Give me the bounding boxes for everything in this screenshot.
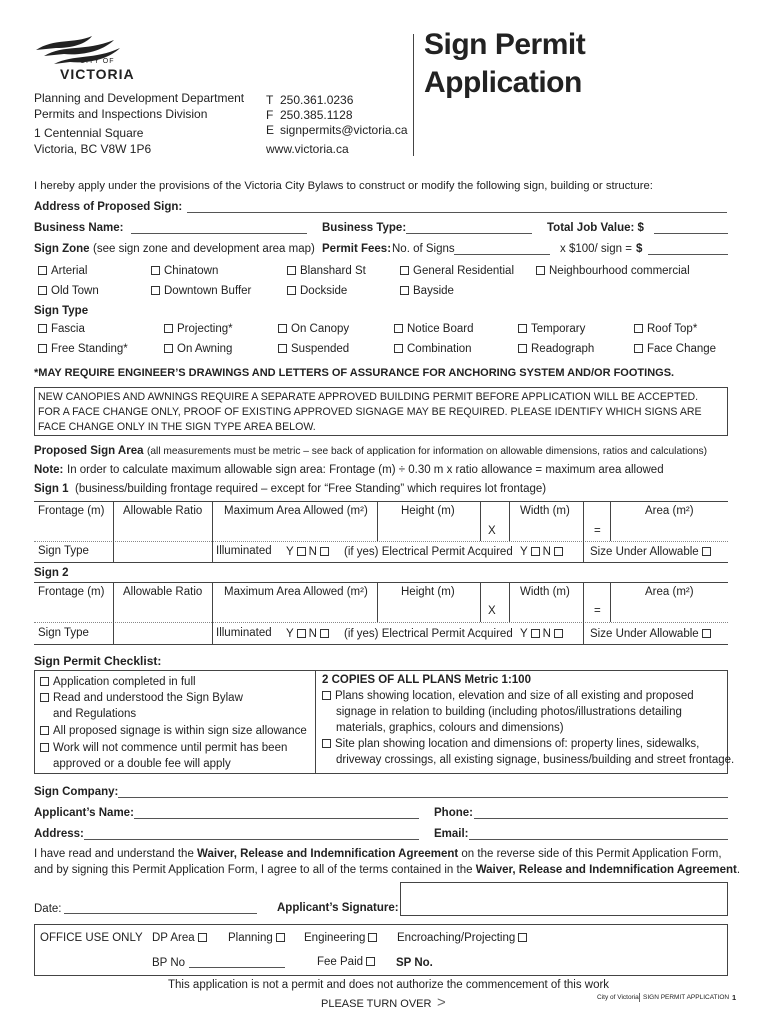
engineering-option[interactable] <box>304 932 380 944</box>
zone-label: Blanshard St <box>300 265 366 277</box>
form-title-line2: Application <box>424 66 582 99</box>
division-name: Permits and Inspections Division <box>34 107 208 121</box>
checklist-text: All proposed signage is within sign size allowance <box>53 725 307 737</box>
sign-type-heading: Sign Type <box>34 305 89 317</box>
email-link[interactable]: signpermits@victoria.ca <box>280 123 408 137</box>
fax-value: 250.385.1128 <box>280 108 353 122</box>
business-type-input[interactable] <box>406 233 532 234</box>
sign-type-cell: Sign Type <box>38 627 89 639</box>
total-job-input[interactable] <box>654 233 728 234</box>
col-area: Area (m²) <box>645 505 694 517</box>
zone-label: General Residential <box>413 265 515 277</box>
encroaching-option[interactable] <box>397 932 530 944</box>
no-of-signs-label: No. of Signs <box>392 243 455 255</box>
checklist-text: signage in relation to building (including photos/illustrations detailing <box>336 706 682 718</box>
bp-no-label: BP No <box>152 957 186 969</box>
checkbox-icon[interactable] <box>531 547 540 556</box>
checkbox-icon[interactable] <box>287 286 296 295</box>
checkbox-icon[interactable] <box>151 266 160 275</box>
checkbox-icon[interactable] <box>38 344 47 353</box>
checklist-item[interactable] <box>40 692 243 704</box>
sp-no-label: SP No. <box>396 957 433 969</box>
checklist-text: Application completed in full <box>53 676 196 688</box>
checkbox-icon[interactable] <box>297 629 306 638</box>
sign-type-option[interactable] <box>38 343 128 355</box>
per-sign-label: x $100/ sign = <box>560 243 632 255</box>
sign-type-label: Free Standing* <box>51 343 128 355</box>
applicant-address-input[interactable] <box>84 839 419 840</box>
checkbox-icon[interactable] <box>151 286 160 295</box>
checklist-text: Site plan showing location and dimensions of: property lines, sidewalks, <box>335 738 700 750</box>
waiver-agreement-name: Waiver, Release and Indemnification Agreement <box>475 864 737 876</box>
dollar-sign: $ <box>636 243 643 255</box>
footer-city: City of Victoria <box>597 994 639 1001</box>
checkbox-icon[interactable] <box>40 693 49 702</box>
waiver-text: and by signing this Permit Application Form, I agree to all of the terms contained in the <box>34 864 476 876</box>
email-field-label: Email: <box>434 828 469 840</box>
fee-paid-label: Fee Paid <box>317 956 364 968</box>
col-width: Width (m) <box>520 505 570 517</box>
permit-fees-label: Permit Fees: <box>322 243 392 255</box>
zone-option[interactable] <box>287 285 347 297</box>
sign-type-option[interactable] <box>634 323 697 335</box>
sign-type-label: Fascia <box>51 323 85 335</box>
header-divider <box>413 34 414 156</box>
zone-option[interactable] <box>151 285 251 297</box>
address-field-label: Address: <box>34 828 84 840</box>
checkbox-icon[interactable] <box>322 691 331 700</box>
zone-option[interactable] <box>536 265 690 277</box>
notice-line: NEW CANOPIES AND AWNINGS REQUIRE A SEPARATE APPROVED BUILDING PERMIT BEFORE APPLICATION WILL BE ACCEPTED. <box>38 391 699 403</box>
equals-sign: = <box>594 525 601 537</box>
street-address: 1 Centennial Square <box>34 126 144 140</box>
dept-name: Planning and Development Department <box>34 91 245 105</box>
plans-title: 2 COPIES OF ALL PLANS Metric 1:100 <box>322 674 531 686</box>
yes-label: Y <box>286 546 294 558</box>
checkbox-icon[interactable] <box>702 629 711 638</box>
no-label: N <box>308 546 317 558</box>
waiver-agreement-name: Waiver, Release and Indemnification Agreement <box>197 848 459 860</box>
fax-label: F <box>266 108 274 122</box>
checkbox-icon[interactable] <box>320 629 329 638</box>
checklist-item[interactable] <box>40 742 287 754</box>
yes-label: Y <box>286 628 294 640</box>
address-input[interactable] <box>187 212 727 213</box>
yes-label: Y <box>520 628 528 640</box>
size-under-label: Size Under Allowable <box>590 628 699 640</box>
page-number: 1 <box>732 993 737 1002</box>
fee-paid-option[interactable] <box>317 956 378 968</box>
sign-type-label: On Canopy <box>291 323 350 335</box>
col-ratio: Allowable Ratio <box>123 586 203 598</box>
col-area: Area (m²) <box>645 586 694 598</box>
col-height: Height (m) <box>401 505 455 517</box>
notice-line: FACE CHANGE ONLY IN THE SIGN TYPE AREA BELOW. <box>38 421 316 433</box>
electrical-label: (if yes) Electrical Permit Acquired <box>344 546 513 558</box>
chevron-right-icon: > <box>437 994 446 1011</box>
zone-label: Bayside <box>413 285 454 297</box>
sign-type-option[interactable] <box>278 323 349 335</box>
checkbox-icon[interactable] <box>278 324 287 333</box>
col-frontage: Frontage (m) <box>38 505 105 517</box>
sign-type-label: On Awning <box>177 343 233 355</box>
sign-zone-label: Sign Zone <box>34 243 90 255</box>
waiver-line-2 <box>34 864 740 876</box>
sign-company-input[interactable] <box>118 797 728 798</box>
size-under-option[interactable] <box>590 628 714 640</box>
sign-type-label: Combination <box>407 343 472 355</box>
checklist-item[interactable] <box>40 725 307 737</box>
sign-company-label: Sign Company: <box>34 786 119 798</box>
address-label: Address of Proposed Sign: <box>34 201 183 213</box>
bp-no-input[interactable] <box>189 967 285 968</box>
turn-over-label: PLEASE TURN OVER <box>321 998 432 1010</box>
electrical-label: (if yes) Electrical Permit Acquired <box>344 628 513 640</box>
checkbox-icon[interactable] <box>366 957 375 966</box>
zone-option[interactable] <box>400 265 514 277</box>
total-job-label: Total Job Value: $ <box>547 222 644 234</box>
electrical-yes-no[interactable] <box>520 628 566 640</box>
checkbox-icon[interactable] <box>287 266 296 275</box>
checkbox-icon[interactable] <box>164 324 173 333</box>
checklist-text: Read and understood the Sign Bylaw <box>53 692 243 704</box>
email-input[interactable] <box>469 839 728 840</box>
sign-type-label: Temporary <box>531 323 586 335</box>
illuminated-label: Illuminated <box>216 627 272 639</box>
illuminated-yes-no[interactable] <box>286 546 332 558</box>
sign1-note: (business/building frontage required – except for “Free Standing” which requires lot frontage) <box>75 483 547 495</box>
electrical-yes-no[interactable] <box>520 546 566 558</box>
zone-option[interactable] <box>38 285 99 297</box>
footer-divider <box>639 993 640 1002</box>
email-label: E <box>266 123 275 137</box>
zone-label: Chinatown <box>164 265 219 277</box>
applicant-name-label: Applicant’s Name: <box>34 807 134 819</box>
sign-type-option[interactable] <box>518 343 594 355</box>
checkbox-icon[interactable] <box>536 266 545 275</box>
waiver-text: . <box>736 864 741 876</box>
checkbox-icon[interactable] <box>518 933 527 942</box>
checkbox-icon[interactable] <box>394 324 403 333</box>
form-title-line1: Sign Permit <box>424 28 586 61</box>
sign-type-label: Suspended <box>291 343 350 355</box>
col-height: Height (m) <box>401 586 455 598</box>
disclaimer: This application is not a permit and does not authorize the commencement of this work <box>168 979 610 991</box>
sign-type-label: Face Change <box>647 343 717 355</box>
checkbox-icon[interactable] <box>276 933 285 942</box>
sign-type-option[interactable] <box>38 323 85 335</box>
date-label: Date: <box>34 903 62 915</box>
checkbox-icon[interactable] <box>40 743 49 752</box>
business-type-label: Business Type: <box>322 222 407 234</box>
times-sign: X <box>488 525 496 537</box>
checklist-item[interactable] <box>40 676 196 688</box>
phone-value: 250.361.0236 <box>280 93 354 107</box>
zone-option[interactable] <box>400 285 454 297</box>
zone-label: Downtown Buffer <box>164 285 252 297</box>
sign-type-option[interactable] <box>278 343 349 355</box>
checkbox-icon[interactable] <box>400 286 409 295</box>
dp-area-option[interactable] <box>152 932 210 944</box>
checkbox-icon[interactable] <box>278 344 287 353</box>
note-text: In order to calculate maximum allowable sign area: Frontage (m) ÷ 0.30 m x ratio allowance = maximum area allowed <box>67 464 664 476</box>
col-max-area: Maximum Area Allowed (m²) <box>224 505 368 517</box>
signature-label: Applicant’s Signature: <box>277 902 399 914</box>
yes-label: Y <box>520 546 528 558</box>
zone-label: Dockside <box>300 285 348 297</box>
sign-type-option[interactable] <box>164 323 233 335</box>
business-name-label: Business Name: <box>34 222 124 234</box>
intro-text: I hereby apply under the provisions of the Victoria City Bylaws to construct or modify the following sign, building or structure: <box>34 180 653 192</box>
checkbox-icon[interactable] <box>394 344 403 353</box>
size-under-option[interactable] <box>590 546 714 558</box>
sign-type-cell: Sign Type <box>38 545 89 557</box>
phone-label: T <box>266 93 274 107</box>
footer-form-name: SIGN PERMIT APPLICATION <box>643 994 730 1001</box>
note-label: Note: <box>34 464 64 476</box>
planning-label: Planning <box>228 932 273 944</box>
checklist-text: driveway crossings, all existing signage, business/building and street frontage. <box>336 754 735 766</box>
checkbox-icon[interactable] <box>634 344 643 353</box>
website-link[interactable]: www.victoria.ca <box>266 142 349 156</box>
proposed-area-label: Proposed Sign Area <box>34 445 144 457</box>
zone-label: Neighbourhood commercial <box>549 265 690 277</box>
sign-type-label: Readograph <box>531 343 595 355</box>
checkbox-icon[interactable] <box>702 547 711 556</box>
checkbox-icon[interactable] <box>368 933 377 942</box>
checkbox-icon[interactable] <box>38 266 47 275</box>
checkbox-icon[interactable] <box>554 629 563 638</box>
checkbox-icon[interactable] <box>164 344 173 353</box>
checkbox-icon[interactable] <box>198 933 207 942</box>
dp-area-label: DP Area <box>152 932 195 944</box>
sign-type-option[interactable] <box>164 343 232 355</box>
checklist-text: Work will not commence until permit has been <box>53 742 288 754</box>
checklist-text: approved or a double fee will apply <box>53 758 231 770</box>
phone-field-label: Phone: <box>434 807 473 819</box>
waiver-text: I have read and understand the <box>34 848 198 860</box>
zone-option[interactable] <box>151 265 218 277</box>
checkbox-icon[interactable] <box>38 324 47 333</box>
checklist-text: Plans showing location, elevation and size of all existing and proposed <box>335 690 694 702</box>
col-ratio: Allowable Ratio <box>123 505 203 517</box>
no-label: N <box>542 628 551 640</box>
phone-input[interactable] <box>474 818 728 819</box>
sign-type-option[interactable] <box>634 343 716 355</box>
sign-type-option[interactable] <box>394 343 472 355</box>
equals-sign: = <box>594 605 601 617</box>
applicant-name-input[interactable] <box>134 818 419 819</box>
zone-label: Old Town <box>51 285 99 297</box>
logo-city-of: CITY OF <box>80 58 115 65</box>
sign-type-label: Roof Top* <box>647 323 698 335</box>
checkbox-icon[interactable] <box>320 547 329 556</box>
checkbox-icon[interactable] <box>554 547 563 556</box>
permit-fee-total-input[interactable] <box>648 254 728 255</box>
city-logo <box>34 34 134 84</box>
signature-field[interactable] <box>400 882 728 916</box>
sign-type-label: Notice Board <box>407 323 474 335</box>
checklist-item[interactable] <box>322 690 694 702</box>
checklist-text: materials, graphics, colours and dimensions) <box>336 722 564 734</box>
checkbox-icon[interactable] <box>518 344 527 353</box>
zone-option[interactable] <box>287 265 366 277</box>
proposed-area-note: (all measurements must be metric – see back of application for information on allowable dimensions, ratios and calculations) <box>147 446 708 457</box>
no-label: N <box>308 628 317 640</box>
col-max-area: Maximum Area Allowed (m²) <box>224 586 368 598</box>
no-label: N <box>542 546 551 558</box>
waiver-line-1 <box>34 848 722 860</box>
waiver-text: on the reverse side of this Permit Application Form, <box>458 848 722 860</box>
checkbox-icon[interactable] <box>38 286 47 295</box>
zone-option[interactable] <box>38 265 87 277</box>
checkbox-icon[interactable] <box>531 629 540 638</box>
col-width: Width (m) <box>520 586 570 598</box>
encroaching-label: Encroaching/Projecting <box>397 932 516 944</box>
checkbox-icon[interactable] <box>297 547 306 556</box>
sign1-label: Sign 1 <box>34 483 69 495</box>
times-sign: X <box>488 605 496 617</box>
checkbox-icon[interactable] <box>40 677 49 686</box>
engineering-label: Engineering <box>304 932 366 944</box>
sign-type-option[interactable] <box>518 323 585 335</box>
checklist-text: and Regulations <box>53 708 137 720</box>
checkbox-icon[interactable] <box>400 266 409 275</box>
business-name-input[interactable] <box>131 233 307 234</box>
sign2-label: Sign 2 <box>34 567 69 579</box>
col-frontage: Frontage (m) <box>38 586 105 598</box>
planning-option[interactable] <box>228 932 288 944</box>
checkbox-icon[interactable] <box>634 324 643 333</box>
sign-type-option[interactable] <box>394 323 473 335</box>
notice-line: FOR A FACE CHANGE ONLY, PROOF OF EXISTING APPROVED SIGNAGE MAY BE REQUIRED. PLEASE IDENTIFY WHICH SIGNS ARE <box>38 406 702 418</box>
date-input[interactable] <box>64 913 257 914</box>
engineer-note: *MAY REQUIRE ENGINEER’S DRAWINGS AND LETTERS OF ASSURANCE FOR ANCHORING SYSTEM AND/OR FOOTINGS. <box>34 367 675 379</box>
illuminated-label: Illuminated <box>216 545 272 557</box>
sign-zone-note: (see sign zone and development area map) <box>93 243 315 255</box>
illuminated-yes-no[interactable] <box>286 628 332 640</box>
checklist-title: Sign Permit Checklist: <box>34 654 162 668</box>
checkbox-icon[interactable] <box>518 324 527 333</box>
logo-victoria: VICTORIA <box>60 66 135 82</box>
city-address: Victoria, BC V8W 1P6 <box>34 142 152 156</box>
sign-type-label: Projecting* <box>177 323 233 335</box>
office-use-label: OFFICE USE ONLY <box>40 932 143 944</box>
checklist-item[interactable] <box>322 738 699 750</box>
checklist-divider <box>315 670 316 774</box>
checkbox-icon[interactable] <box>40 726 49 735</box>
zone-label: Arterial <box>51 265 88 277</box>
no-of-signs-input[interactable] <box>454 254 550 255</box>
size-under-label: Size Under Allowable <box>590 546 699 558</box>
checkbox-icon[interactable] <box>322 739 331 748</box>
